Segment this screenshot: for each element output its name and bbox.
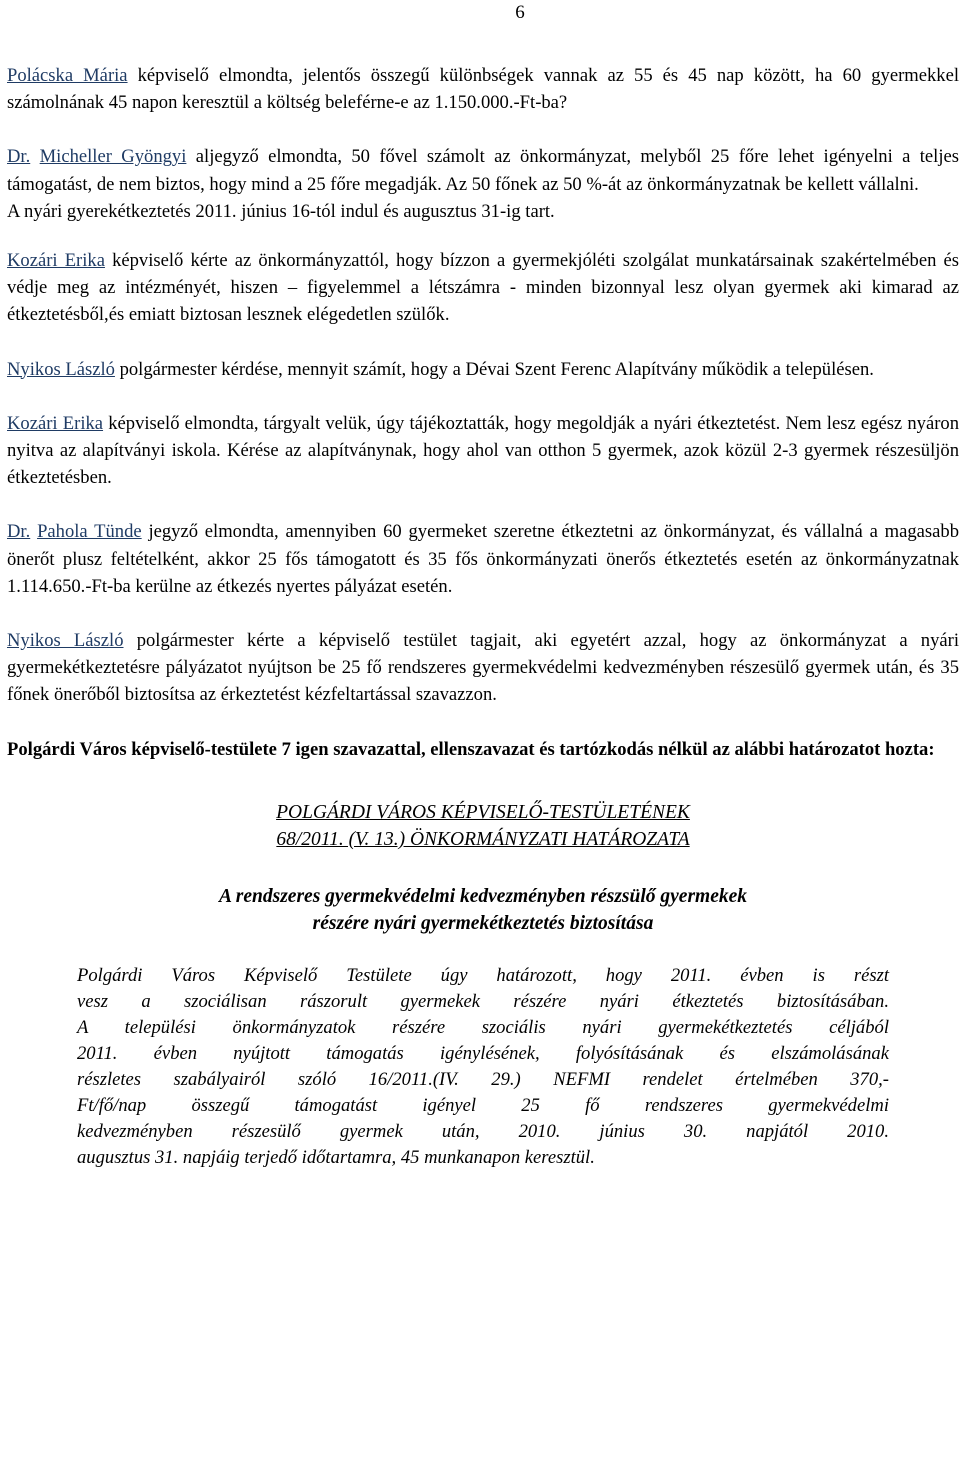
speaker-title: Dr. [7,146,31,168]
speaker-name: Micheller Gyöngyi [39,146,187,168]
speaker-title: Dr. [7,521,31,543]
paragraph-text: aljegyző elmondta, 50 fővel számolt az önkormányzat, melyből 25 főre lehet igényelni a teljes támogatást, de nem biztos, hogy mind a 25 főre megadják. Az 50 főnek az 50 %-át az önkormányzatnak be kellett vállalni. [7,146,959,195]
resolution-heading [7,799,959,853]
paragraph-polacska [7,62,959,116]
paragraph-nyikos-1 [7,356,959,383]
paragraph-text: jegyző elmondta, amennyiben 60 gyermeket szeretne étkeztetni az önkormányzat, és vállalná a magasabb önerőt plusz feltételként, akkor 25 fős támogatott és 35 fős önkormányzati önerős étkeztetés esetén az önkormányzatnak 1.114.650.-Ft-ba kerülne az étkezés nyertes pályázat esetén. [7,521,960,597]
resolution-body-line: Ft/fő/nap összegű támogatást igényel 25 fő rendszeres gyermekvédelmi [77,1094,889,1116]
resolution-body-line: részletes szabályairól szóló 16/2011.(IV. 29.) NEFMI rendelet értelmében 370,- [77,1068,889,1090]
paragraph-text: képviselő elmondta, tárgyalt velük, úgy tájékoztatták, hogy megoldják a nyári étkeztetést. Nem lesz egész nyáron nyitva az alapítványi iskola. Kérése az alapítványnak, hogy ahol van otthon 5 gyermek, azok közül 2-3 gyermek részesüljön étkeztetésben. [7,412,959,489]
resolution-body-line: kedvezményben részesülő gyermek után, 2010. június 30. napjától 2010. [77,1120,889,1142]
resolution-body [77,963,889,1171]
speaker-name: Nyikos László [7,630,124,652]
paragraph-kozari-2 [7,410,959,492]
resolution-subject-line2: részére nyári gyermekétkeztetés biztosítása [312,912,654,934]
speaker-name: Nyikos László [7,358,115,380]
speaker-name: Kozári Erika [7,250,105,272]
speaker-name: Pahola Tünde [37,521,142,543]
resolution-heading-line2: 68/2011. (V. 13.) ÖNKORMÁNYZATI HATÁROZATA [276,828,690,850]
speaker-name: Polácska Mária [7,65,128,86]
paragraph-kozari-1 [7,247,959,329]
speaker-name: Kozári Erika [7,412,104,434]
resolution-subject [7,883,959,937]
resolution-body-line: A települési önkormányzatok részére szociális nyári gyermekétkeztetés céljából [77,1016,889,1038]
paragraph-text: képviselő elmondta, jelentős összegű különbségek vannak az 55 és 45 nap között, ha 60 gyermekkel számolnának 45 napon keresztül a költség beleférne-e az 1.150.000.-Ft-ba? [7,65,959,114]
paragraph-text: képviselő kérte az önkormányzattól, hogy bízzon a gyermekjóléti szolgálat munkatársainak szakértelmében és védje meg az intézményét, hiszen – figyelemmel a létszámra - minden bizonnyal lesz olyan gyermek aki kimarad az étkeztetésből,és emiatt biztosan lesznek elégedetlen szülők. [7,250,959,326]
resolution-body-line: augusztus 31. napjáig terjedő időtartamra, 45 munkanapon keresztül. [77,1146,595,1168]
paragraph-nyikos-2 [7,627,959,709]
paragraph-micheller-line2: A nyári gyerekétkeztetés 2011. június 16-tól indul és augusztus 31-ig tart. [7,200,555,222]
page-number: 6 [515,2,525,23]
paragraph-vote-result: Polgárdi Város képviselő-testülete 7 igen szavazattal, ellenszavazat és tartózkodás nélkül az alábbi határozatot hozta: [7,738,935,760]
paragraph-pahola [7,518,959,600]
resolution-body-line: vesz a szociálisan rászorult gyermekek részére nyári étkeztetés biztosításában. [77,990,889,1012]
paragraph-text: polgármester kérdése, mennyit számít, hogy a Dévai Szent Ferenc Alapítvány működik a településen. [114,358,874,380]
document-body [7,62,959,1171]
resolution-heading-line1: POLGÁRDI VÁROS KÉPVISELŐ-TESTÜLETÉNEK [276,801,690,823]
paragraph-micheller [7,143,959,197]
resolution-subject-line1: A rendszeres gyermekvédelmi kedvezményben részsülő gyermekek [218,885,748,907]
resolution-body-line: Polgárdi Város Képviselő Testülete úgy határozott, hogy 2011. évben is részt [77,964,889,986]
resolution-body-line: 2011. évben nyújtott támogatás igénylésének, folyósításának és elszámolásának [77,1042,889,1064]
paragraph-text: polgármester kérte a képviselő testület tagjait, aki egyetért azzal, hogy az önkormányzat a nyári gyermekétkeztetésre pályázatot nyújtson be 25 fő rendszeres gyermekvédelmi kedvezményben részesülő gyermek után, és 35 főnek önerőből biztosítsa az érkeztetést kézfeltartással szavazzon. [7,630,959,706]
